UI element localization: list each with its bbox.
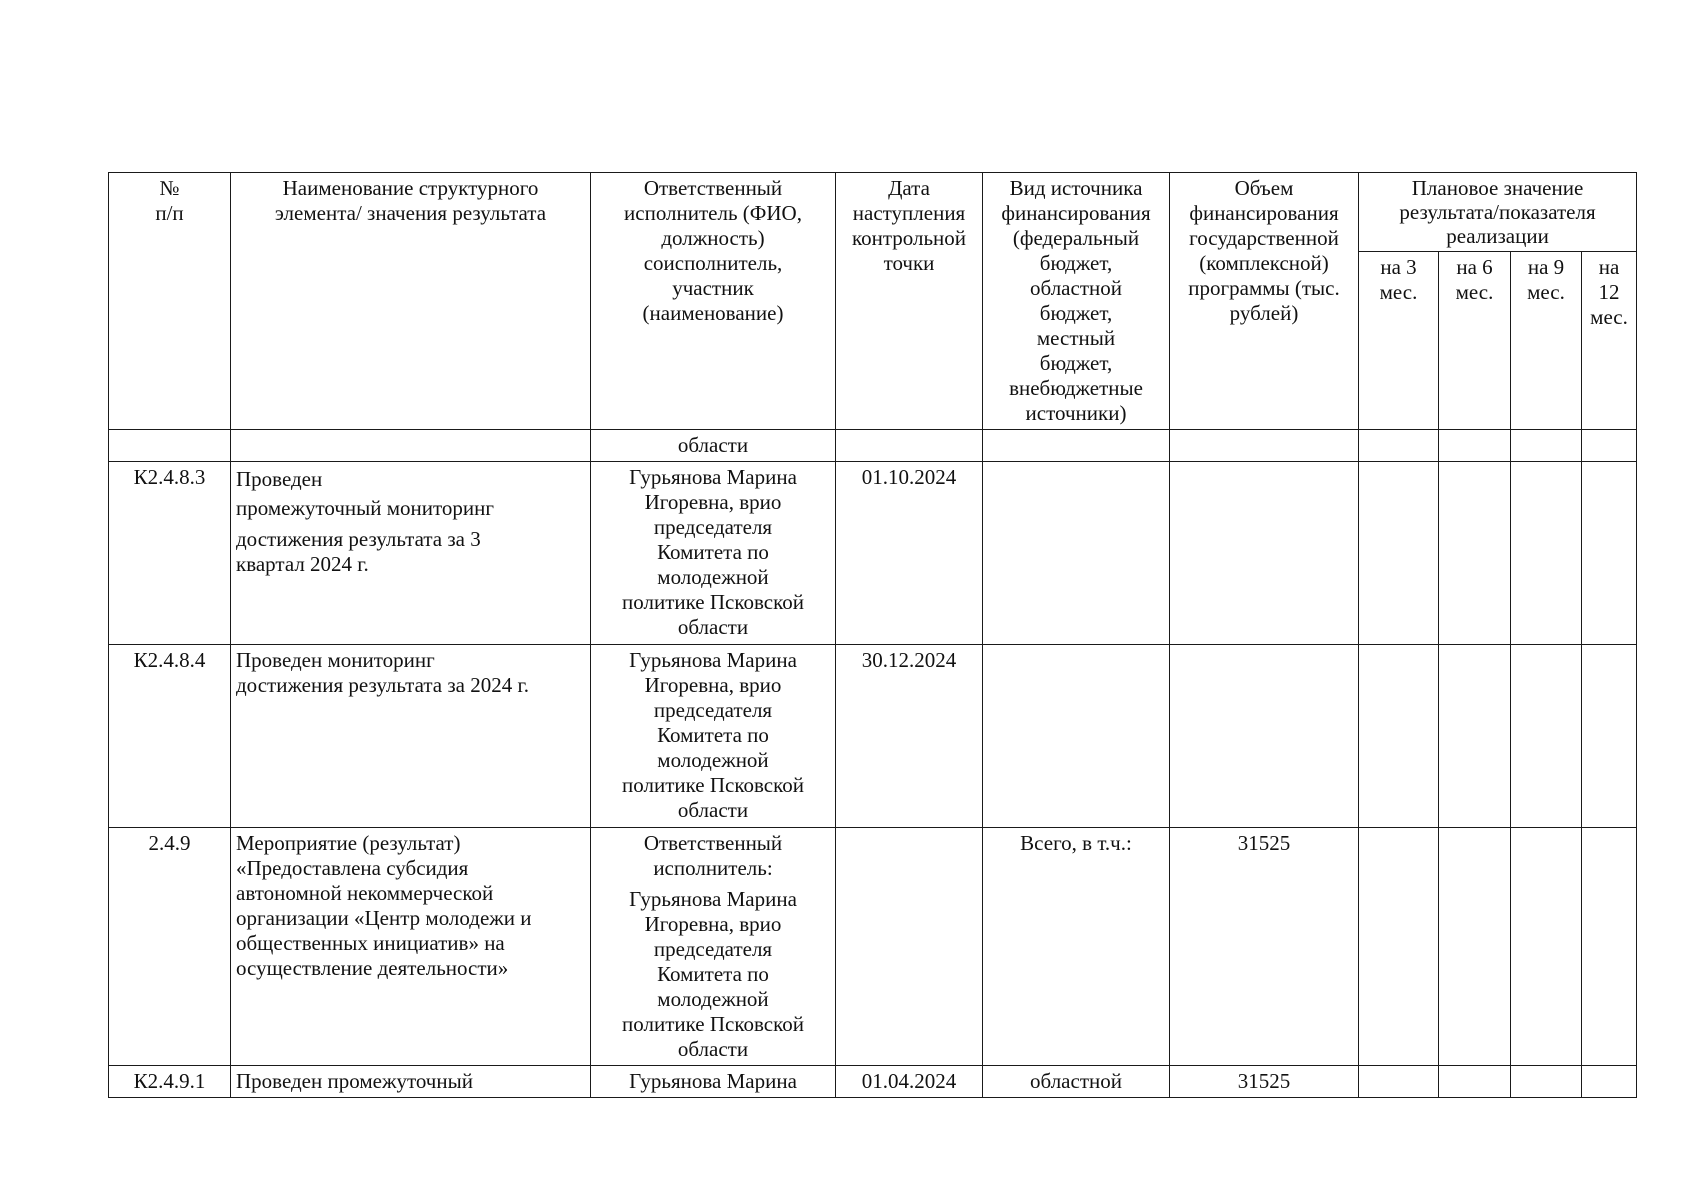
row-source: Всего, в т.ч.:: [983, 828, 1170, 1066]
row-volume: 31525: [1170, 828, 1359, 1066]
row-num: К2.4.9.1: [109, 1066, 231, 1098]
row-name: Проведен промежуточный: [231, 1066, 591, 1098]
row-date: [836, 828, 983, 1066]
header-3-months: на 3 мес.: [1359, 252, 1439, 430]
row-date: 01.04.2024: [836, 1066, 983, 1098]
header-date: Дата наступления контрольной точки: [836, 173, 983, 430]
row-num: К2.4.8.4: [109, 645, 231, 828]
row-volume: 31525: [1170, 1066, 1359, 1098]
row-responsible: Гурьянова Марина Игоревна, врио председателя Комитета по молодежной политике Псковской области: [591, 645, 836, 828]
header-responsible: Ответственный исполнитель (ФИО, должность) соисполнитель, участник (наименование): [591, 173, 836, 430]
row-name: Проведен мониторинг достижения результата за 2024 г.: [231, 645, 591, 828]
header-num: № п/п: [109, 173, 231, 430]
row-name: Проведен промежуточный мониторинг достижения результата за 3 квартал 2024 г.: [231, 462, 591, 645]
row-responsible: Гурьянова Марина: [591, 1066, 836, 1098]
row-date: 30.12.2024: [836, 645, 983, 828]
row-responsible: Ответственный исполнитель: Гурьянова Марина Игоревна, врио председателя Комитета по молодежной политике Псковской области: [591, 828, 836, 1066]
header-row: [109, 173, 1637, 252]
table-row: [109, 462, 1637, 645]
row-volume: [1170, 645, 1359, 828]
header-source: Вид источника финансирования (федеральный бюджет, областной бюджет, местный бюджет, внебюджетные источники): [983, 173, 1170, 430]
header-12-months: на 12 мес.: [1582, 252, 1637, 430]
table-row: [109, 645, 1637, 828]
header-name: Наименование структурного элемента/ значения результата: [231, 173, 591, 430]
header-plan: Плановое значение результата/показателя реализации: [1359, 173, 1637, 252]
continuation-responsible: области: [591, 430, 836, 462]
table-row: [109, 828, 1637, 1066]
row-num: К2.4.8.3: [109, 462, 231, 645]
row-date: 01.10.2024: [836, 462, 983, 645]
continuation-row: [109, 430, 1637, 462]
row-name: Мероприятие (результат) «Предоставлена субсидия автономной некоммерческой организации «Центр молодежи и общественных инициатив» на осуществление деятельности»: [231, 828, 591, 1066]
header-6-months: на 6 мес.: [1439, 252, 1511, 430]
row-num: 2.4.9: [109, 828, 231, 1066]
row-responsible: Гурьянова Марина Игоревна, врио председателя Комитета по молодежной политике Псковской области: [591, 462, 836, 645]
table-row: [109, 1066, 1637, 1098]
header-9-months: на 9 мес.: [1511, 252, 1582, 430]
plan-table: [108, 172, 1637, 1098]
row-source: областной: [983, 1066, 1170, 1098]
row-source: [983, 645, 1170, 828]
row-source: [983, 462, 1170, 645]
header-volume: Объем финансирования государственной (комплексной) программы (тыс. рублей): [1170, 173, 1359, 430]
row-volume: [1170, 462, 1359, 645]
